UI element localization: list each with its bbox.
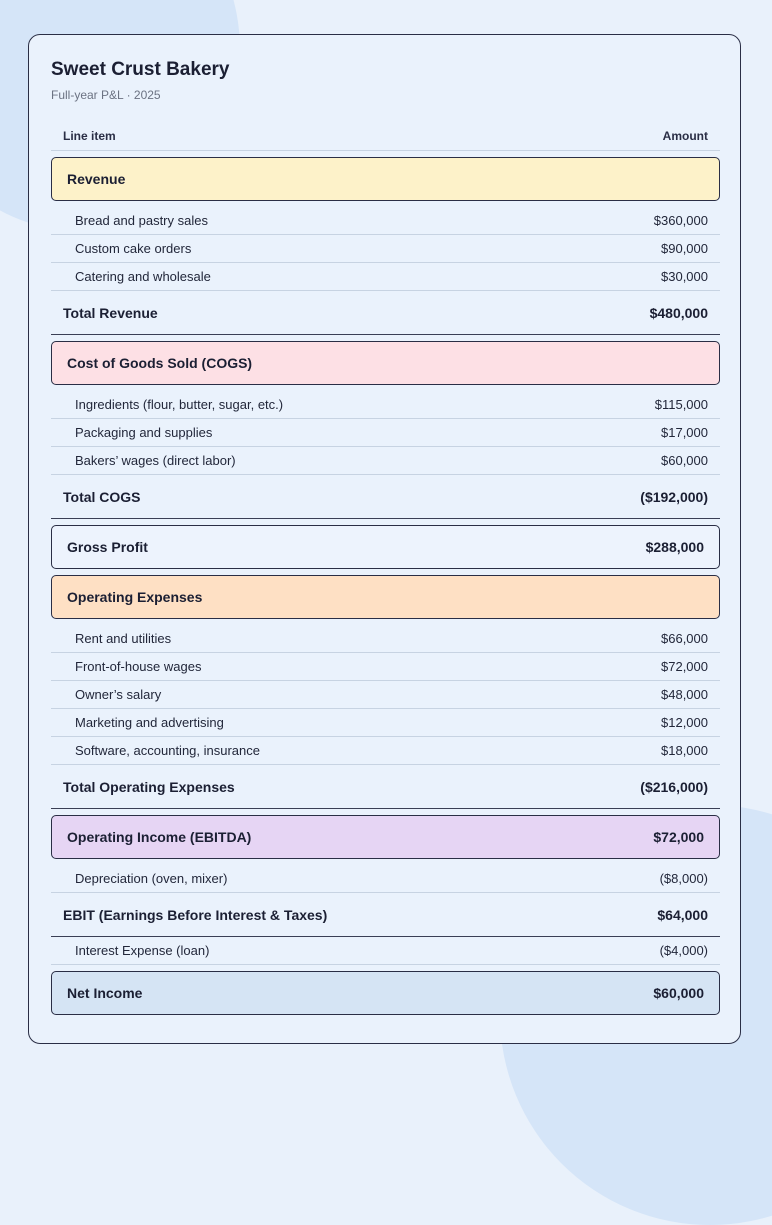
report-title: Sweet Crust Bakery	[51, 59, 230, 80]
net-income-label: Net Income	[67, 985, 143, 1001]
ebit-row	[51, 893, 720, 937]
row-label: Bread and pastry sales	[75, 213, 208, 228]
row-label: Catering and wholesale	[75, 269, 211, 284]
row-label: Marketing and advertising	[75, 715, 224, 730]
total-row-revenue	[51, 291, 720, 335]
net-income-row	[51, 971, 720, 1015]
row-amount: $30,000	[661, 269, 708, 284]
table-row	[51, 447, 720, 475]
report-subtitle: Full-year P&L · 2025	[51, 88, 161, 102]
column-header-line-item: Line item	[63, 128, 116, 143]
total-amount: ($192,000)	[640, 488, 708, 505]
row-label: Depreciation (oven, mixer)	[75, 871, 228, 886]
ebitda-label: Operating Income (EBITDA)	[67, 829, 252, 845]
total-label: Total COGS	[63, 488, 141, 505]
section-label: Operating Expenses	[67, 589, 203, 605]
total-row-cogs	[51, 475, 720, 519]
row-label: Packaging and supplies	[75, 425, 213, 440]
net-income-amount: $60,000	[653, 985, 704, 1001]
section-label: Revenue	[67, 171, 126, 187]
row-amount: $90,000	[661, 241, 708, 256]
table-row	[51, 419, 720, 447]
total-label: Total Revenue	[63, 304, 158, 321]
row-amount: $360,000	[653, 213, 708, 228]
gross-profit-row	[51, 525, 720, 569]
row-label: Custom cake orders	[75, 241, 192, 256]
row-amount: ($8,000)	[659, 871, 708, 886]
table-row	[51, 653, 720, 681]
row-amount: $72,000	[661, 659, 708, 674]
row-amount: $115,000	[654, 397, 708, 412]
total-amount: ($216,000)	[640, 778, 708, 795]
row-amount: $60,000	[661, 453, 708, 468]
ebitda-amount: $72,000	[653, 829, 704, 845]
table-row	[51, 625, 720, 653]
row-label: Front-of-house wages	[75, 659, 202, 674]
gross-profit-label: Gross Profit	[67, 539, 148, 555]
section-header-opex	[51, 575, 720, 619]
table-row	[51, 937, 720, 965]
row-label: Ingredients (flour, butter, sugar, etc.)	[75, 397, 284, 412]
row-label: Rent and utilities	[75, 631, 172, 646]
table-row	[51, 865, 720, 893]
row-amount: $66,000	[661, 631, 708, 646]
table-row	[51, 235, 720, 263]
row-amount: $48,000	[661, 687, 708, 702]
row-label: Owner’s salary	[75, 687, 162, 702]
row-amount: $12,000	[661, 715, 708, 730]
table-row	[51, 681, 720, 709]
total-row-opex	[51, 765, 720, 809]
table-row	[51, 737, 720, 765]
row-amount: $18,000	[661, 743, 708, 758]
row-label: Software, accounting, insurance	[75, 743, 260, 758]
total-label: Total Operating Expenses	[63, 778, 235, 795]
ebitda-row	[51, 815, 720, 859]
section-label: Cost of Goods Sold (COGS)	[67, 355, 253, 371]
table-row	[51, 207, 720, 235]
table-row	[51, 263, 720, 291]
pnl-table	[51, 121, 720, 1015]
row-amount: $17,000	[661, 425, 708, 440]
total-amount: $480,000	[649, 304, 708, 321]
row-label: Interest Expense (loan)	[75, 943, 210, 958]
ebit-amount: $64,000	[657, 906, 708, 923]
table-row	[51, 391, 720, 419]
pnl-card	[28, 34, 741, 1044]
row-amount: ($4,000)	[659, 943, 708, 958]
gross-profit-amount: $288,000	[645, 539, 704, 555]
column-header-amount: Amount	[662, 128, 708, 143]
table-header	[51, 121, 720, 151]
section-header-revenue	[51, 157, 720, 201]
row-label: Bakers’ wages (direct labor)	[75, 453, 236, 468]
table-row	[51, 709, 720, 737]
section-header-cogs	[51, 341, 720, 385]
ebit-label: EBIT (Earnings Before Interest & Taxes)	[63, 906, 328, 923]
